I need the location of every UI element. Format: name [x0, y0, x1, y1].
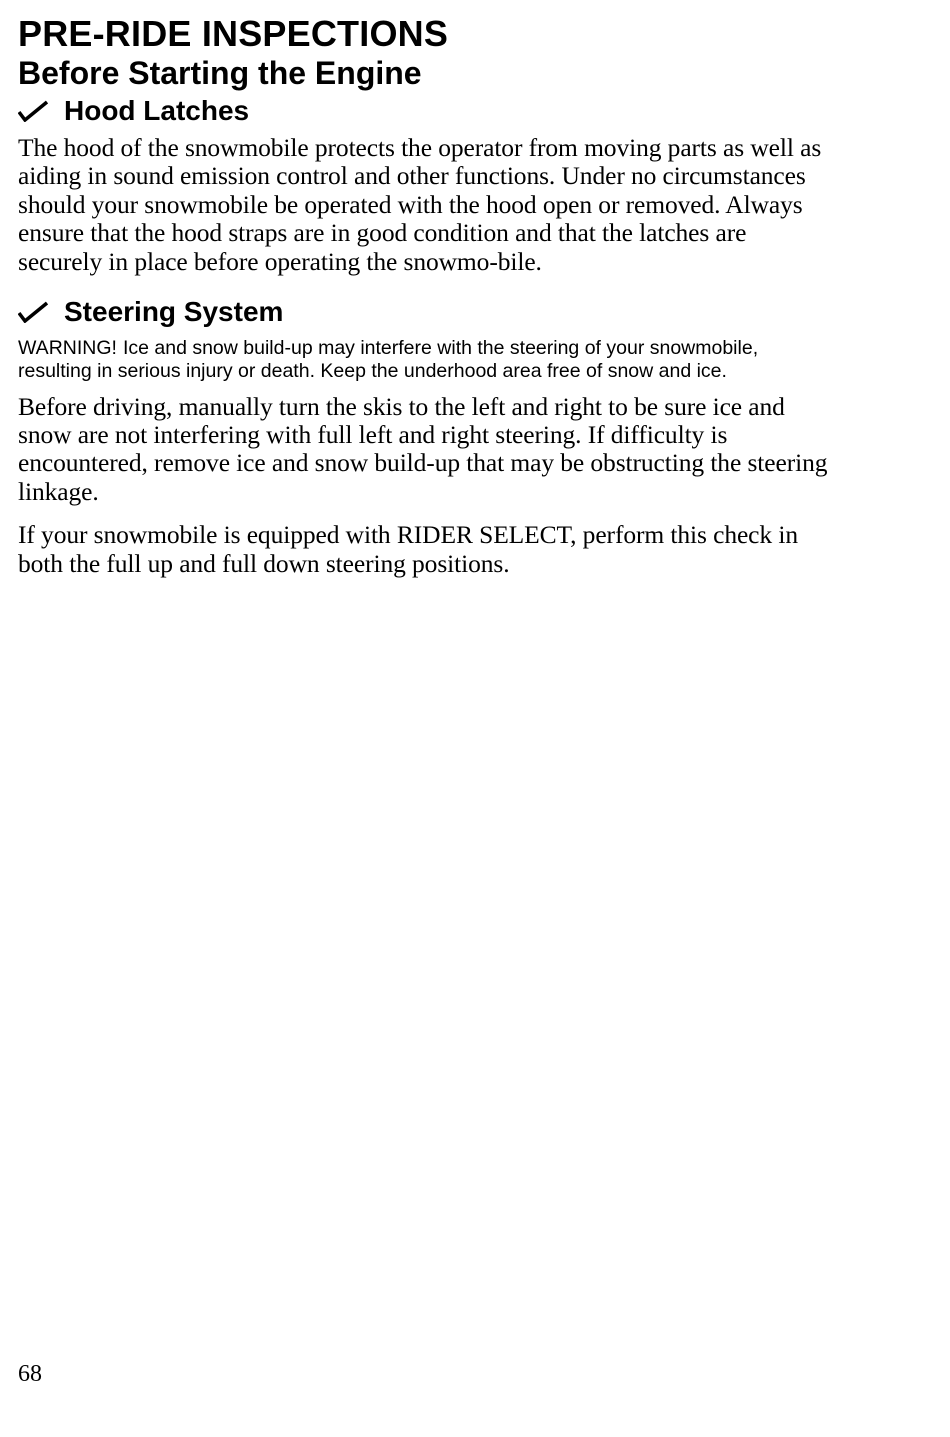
steering-paragraph-1: Before driving, manually turn the skis to the left and right to be sure ice and snow are not interfering with full left and right steering. If difficulty is encountered, remove ice and snow build-up that may be obstructing the steering linkage. [18, 391, 828, 506]
warning-label: WARNING! [18, 337, 117, 360]
warning-text: Ice and snow build-up may interfere with the steering of your snowmobile, resulting in serious injury or death. Keep the underhood area free of snow and ice. [18, 337, 759, 383]
warning-block [18, 337, 828, 384]
section-steering-system [18, 293, 828, 578]
steering-paragraph-2: If your snowmobile is equipped with RIDER SELECT, perform this check in both the full up and full down steering positions. [18, 520, 798, 578]
section-heading-hood-latches [18, 92, 828, 130]
page-title: PRE-RIDE INSPECTIONS [18, 13, 449, 54]
page-number: 68 [18, 1361, 42, 1387]
section-heading-text: Hood Latches [64, 95, 250, 126]
hood-latches-paragraph: The hood of the snowmobile protects the operator from moving parts as well as aiding in sound emission control and other functions. Under no circumstances should your snowmobile be operated with the hood open or removed. Always ensure that the hood straps are in good condition and that the latches are securely in place before operating the snowmo-bile. [18, 133, 822, 276]
page-content [18, 14, 828, 578]
page-subtitle: Before Starting the Engine [18, 55, 422, 91]
checkmark-icon [18, 301, 48, 323]
checkmark-icon [18, 100, 48, 122]
section-heading-steering-system [18, 293, 828, 331]
section-heading-text: Steering System [64, 296, 284, 328]
section-hood-latches [18, 92, 828, 276]
